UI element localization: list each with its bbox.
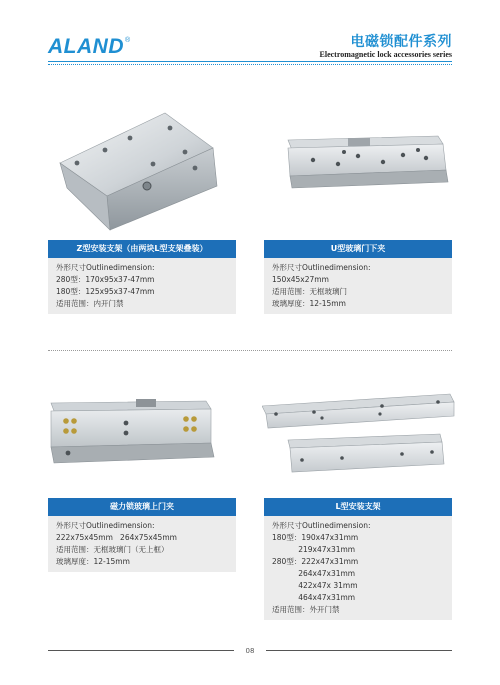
z-bracket-photo [55,108,225,233]
product-specs: 外形尺寸Outlinedimension: 222x75x45mm 264x75x45mm 适用范围：无框玻璃门（无上框） 玻璃厚度：12-15mm [48,516,236,572]
product-name: 磁力锁玻璃上门夹 [48,498,236,516]
page-title: 电磁锁配件系列 [350,34,452,50]
product-specs: 外形尺寸Outlinedimension: 180型：190x47x31mm 219x47x31mm 280型：222x47x31mm 264x47x31mm 422x47x 31mm 464x47x31mm 适用范围：外开门禁 [264,516,452,620]
page-subtitle: Electromagnetic lock accessories series [319,50,452,59]
product-specs: 外形尺寸Outlinedimension: 280型：170x95x37-47mm 180型：125x95x37-47mm 适用范围：内开门禁 [48,258,236,314]
l-bracket-photo [262,392,457,477]
brand-logo: ALAND® [48,35,131,58]
footer-rule-right [266,650,452,651]
u-clamp-photo [278,128,453,198]
product-name: U型玻璃门下夹 [264,240,452,258]
section-divider [48,350,452,351]
glass-clamp-photo [46,395,221,470]
product-specs: 外形尺寸Outlinedimension: 150x45x27mm 适用范围：无框玻璃门 玻璃厚度：12-15mm [264,258,452,314]
product-name: L型安装支架 [264,498,452,516]
header-dotted-rule [48,64,452,65]
product-name: Z型安装支架（由两块L型支架叠装） [48,240,236,258]
page-number: 08 [245,647,255,655]
header-rule [48,61,452,62]
